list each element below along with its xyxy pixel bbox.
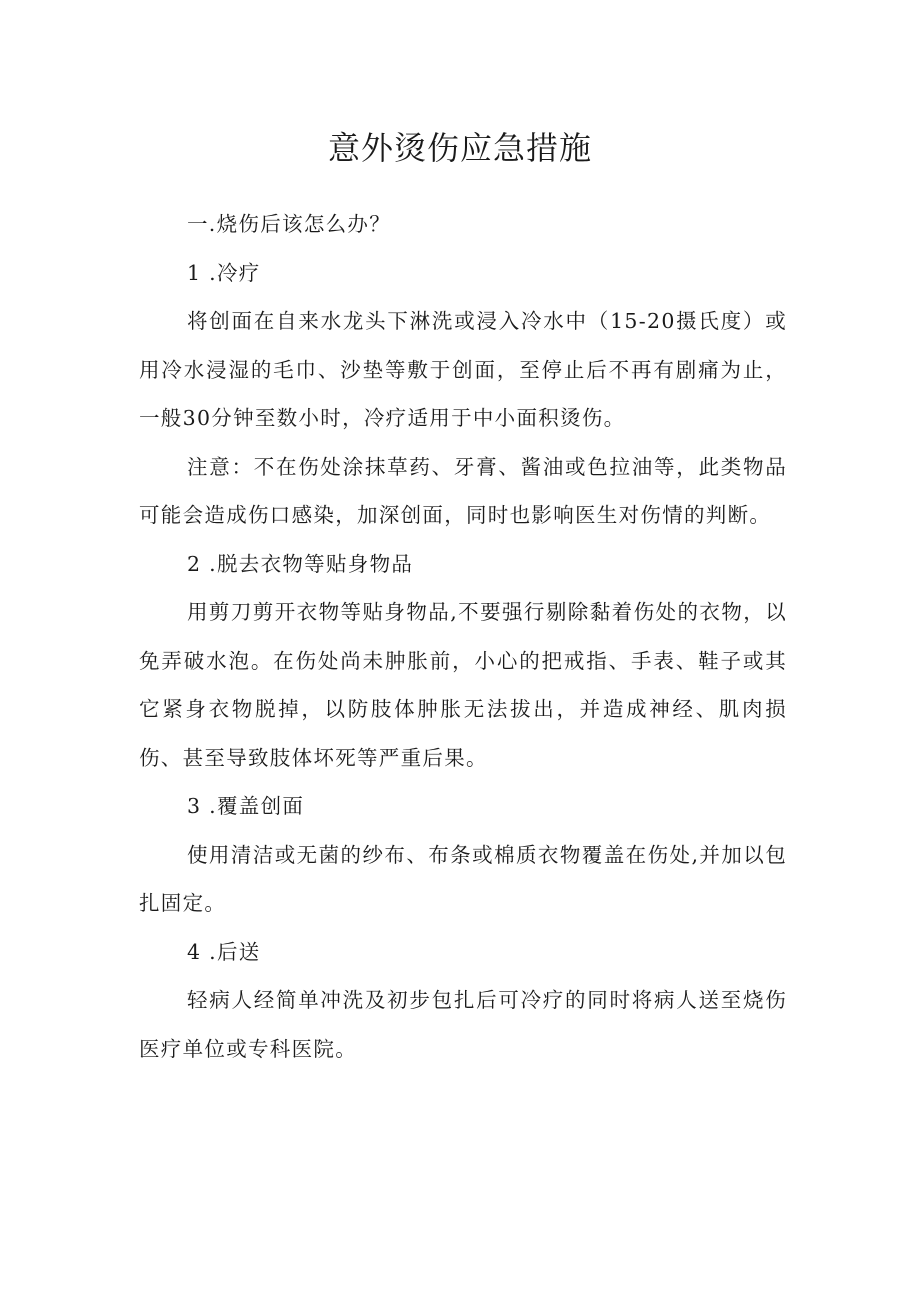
subsection-heading: 1 .冷疗 — [187, 260, 261, 285]
note-paragraph: 注意：不在伤处涂抹草药、牙膏、酱油或色拉油等，此类物品可能会造成伤口感染，加深创面，同时也影响医生对伤情的判断。 — [139, 454, 787, 527]
subsection-heading: 4 .后送 — [187, 939, 261, 964]
document-body — [139, 200, 787, 1073]
subsection-heading: 3 .覆盖创面 — [187, 794, 305, 818]
body-paragraph: 用剪刀剪开衣物等贴身物品,不要强行剔除黏着伤处的衣物，以免弄破水泡。在伤处尚未肿胀前，小心的把戒指、手表、鞋子或其它紧身衣物脱掉，以防肢体肿胀无法拔出，并造成神经、肌肉损伤、甚至导致肢体坏死等严重后果。 — [139, 600, 787, 770]
page-title: 意外烫伤应急措施 — [327, 129, 592, 167]
body-paragraph: 使用清洁或无菌的纱布、布条或棉质衣物覆盖在伤处,并加以包扎固定。 — [139, 842, 787, 915]
subsection-heading: 2 .脱去衣物等贴身物品 — [187, 551, 414, 576]
body-paragraph: 将创面在自来水龙头下淋洗或浸入冷水中（15-20摄氏度）或用冷水浸湿的毛巾、沙垫等敷于创面，至停止后不再有剧痛为止，一般30分钟至数小时，冷疗适用于中小面积烫伤。 — [139, 309, 787, 430]
body-paragraph: 轻病人经简单冲洗及初步包扎后可冷疗的同时将病人送至烧伤医疗单位或专科医院。 — [139, 988, 787, 1061]
section-heading: 一.烧伤后该怎么办？ — [187, 212, 392, 236]
